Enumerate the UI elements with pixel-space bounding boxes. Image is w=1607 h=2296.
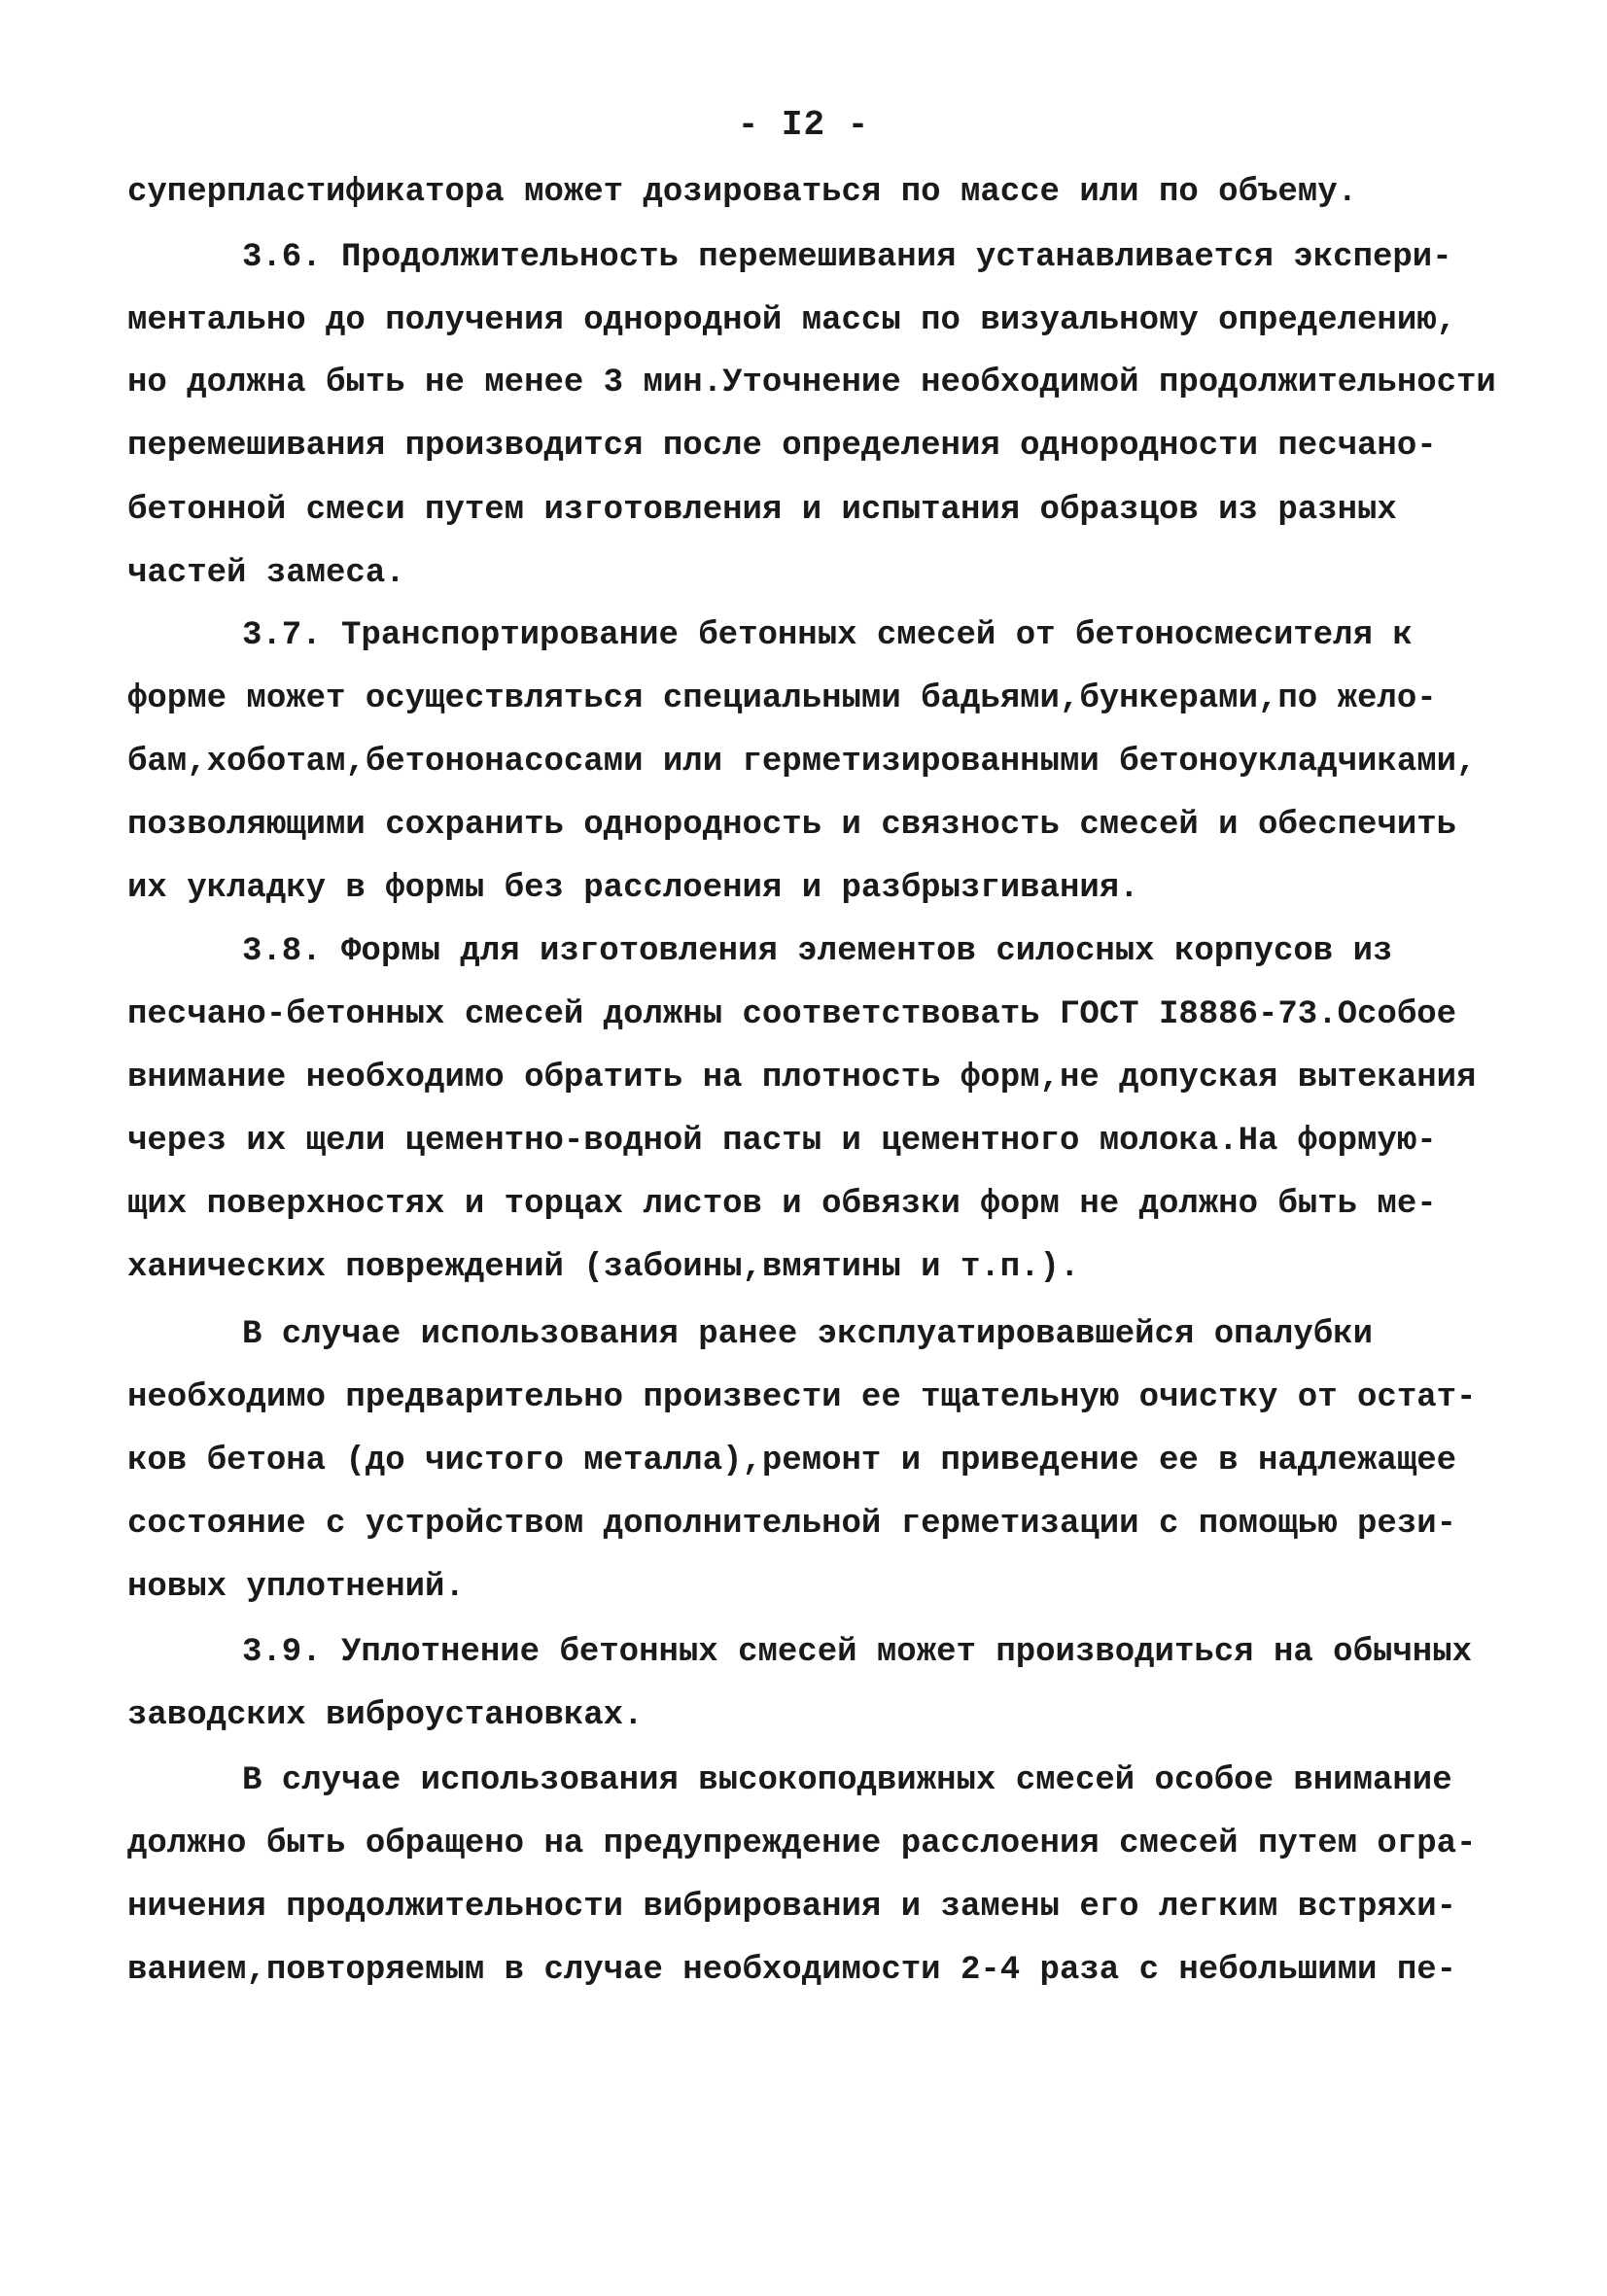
text-line: щих поверхностях и торцах листов и обвязки форм не должно быть ме-: [127, 1186, 1437, 1223]
page-number: - I2 -: [737, 105, 870, 145]
text-line: необходимо предварительно произвести ее тщательную очистку от остат-: [127, 1379, 1477, 1416]
text-line: 3.7. Транспортирование бетонных смесей от бетоносмесителя к: [242, 617, 1413, 654]
text-line: их укладку в формы без расслоения и разбрызгивания.: [127, 870, 1139, 907]
text-line: заводских виброустановках.: [127, 1697, 644, 1734]
text-line: 3.8. Формы для изготовления элементов силосных корпусов из: [242, 933, 1393, 970]
text-line: внимание необходимо обратить на плотность форм,не допуская вытекания: [127, 1060, 1477, 1096]
text-line: В случае использования ранее эксплуатировавшейся опалубки: [242, 1316, 1373, 1353]
text-line: песчано-бетонных смесей должны соответствовать ГОСТ I8886-73.Особое: [127, 996, 1457, 1033]
text-line: ментально до получения однородной массы по визуальному определению,: [127, 302, 1457, 339]
text-line: ванием,повторяемым в случае необходимости 2-4 раза с небольшими пе-: [127, 1952, 1457, 1989]
text-line: ханических повреждений (забоины,вмятины и т.п.).: [127, 1249, 1080, 1286]
text-line: 3.6. Продолжительность перемешивания устанавливается экспери-: [242, 239, 1452, 276]
text-line: 3.9. Уплотнение бетонных смесей может производиться на обычных: [242, 1634, 1473, 1671]
text-line: суперпластификатора может дозироваться по массе или по объему.: [127, 174, 1358, 211]
text-line: позволяющими сохранить однородность и связность смесей и обеспечить: [127, 807, 1457, 844]
text-line: новых уплотнений.: [127, 1569, 465, 1606]
text-line: ничения продолжительности вибрирования и замены его легким встряхи-: [127, 1889, 1457, 1926]
text-line: форме может осуществляться специальными бадьями,бункерами,по жело-: [127, 680, 1437, 717]
text-line: но должна быть не менее 3 мин.Уточнение необходимой продолжительности: [127, 365, 1496, 401]
text-line: бетонной смеси путем изготовления и испытания образцов из разных: [127, 492, 1397, 529]
text-line: В случае использования высокоподвижных смесей особое внимание: [242, 1762, 1452, 1799]
text-line: перемешивания производится после определения однородности песчано-: [127, 428, 1437, 465]
text-line: должно быть обращено на предупреждение расслоения смесей путем огра-: [127, 1826, 1477, 1862]
text-line: состояние с устройством дополнительной герметизации с помощью рези-: [127, 1506, 1457, 1543]
text-line: ков бетона (до чистого металла),ремонт и приведение ее в надлежащее: [127, 1443, 1457, 1479]
text-line: бам,хоботам,бетононасосами или герметизированными бетоноукладчиками,: [127, 744, 1477, 781]
text-line: частей замеса.: [127, 555, 405, 592]
text-line: через их щели цементно-водной пасты и цементного молока.На формую-: [127, 1123, 1437, 1160]
